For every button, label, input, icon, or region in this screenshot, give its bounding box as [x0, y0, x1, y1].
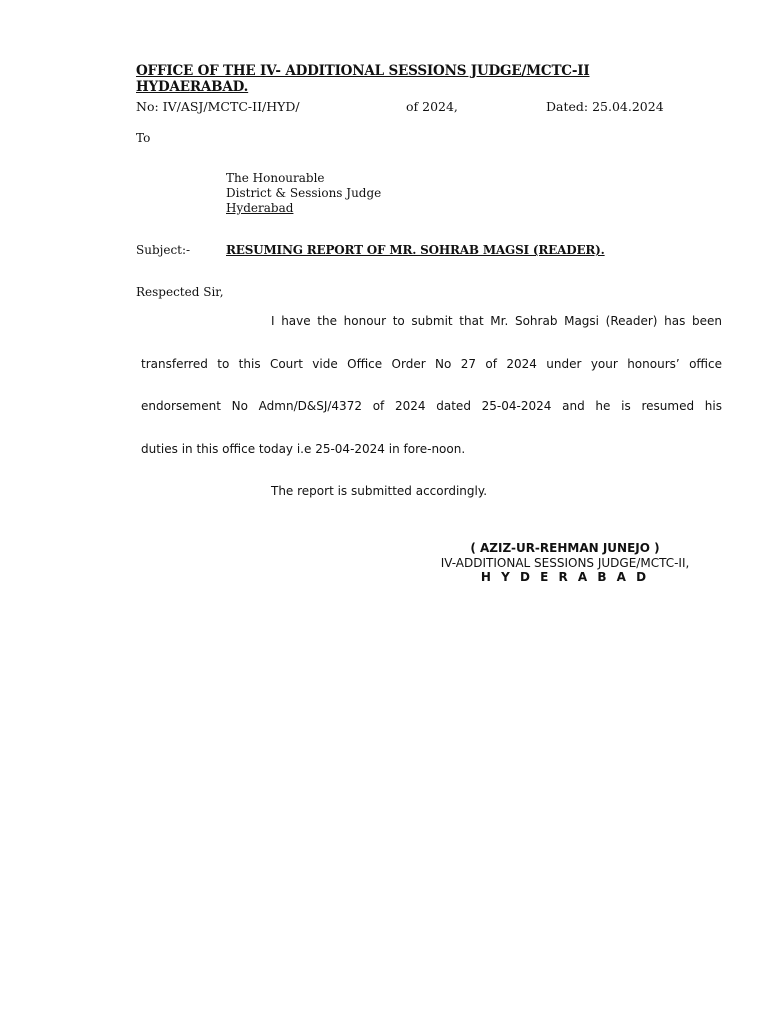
body-line-4: duties in this office today i.e 25-04-2024 in fore-noon. — [141, 442, 466, 456]
office-heading-line1: OFFICE OF THE IV- ADDITIONAL SESSIONS JUDGE/MCTC-II — [136, 63, 590, 79]
letter-date: Dated: 25.04.2024 — [546, 99, 664, 114]
signatory-name: ( AZIZ-UR-REHMAN JUNEJO ) — [470, 541, 660, 555]
addressee-line1: The Honourable — [226, 171, 325, 185]
office-heading-line2: HYDAERABAD. — [136, 79, 249, 95]
body-line-2: transferred to this Court vide Office Order No 27 of 2024 under your honours’ office — [141, 357, 722, 371]
reference-year: of 2024, — [406, 99, 458, 114]
addressee-block — [226, 171, 381, 216]
to-label: To — [136, 131, 151, 145]
reference-number: No: IV/ASJ/MCTC-II/HYD/ — [136, 99, 300, 114]
subject-label: Subject:- — [136, 243, 191, 257]
body-line-1: I have the honour to submit that Mr. Sohrab Magsi (Reader) has been — [271, 314, 722, 328]
salutation: Respected Sir, — [136, 285, 224, 299]
body-line-3: endorsement No Admn/D&SJ/4372 of 2024 dated 25-04-2024 and he is resumed his — [141, 399, 722, 413]
office-heading — [136, 63, 656, 95]
closing-line: The report is submitted accordingly. — [271, 484, 488, 498]
signatory-city: H Y D E R A B A D — [480, 570, 650, 584]
addressee-line2: District & Sessions Judge — [226, 186, 382, 200]
subject-text: RESUMING REPORT OF MR. SOHRAB MAGSI (READER). — [226, 243, 605, 257]
addressee-line3: Hyderabad — [226, 201, 294, 215]
signatory-title: IV-ADDITIONAL SESSIONS JUDGE/MCTC-II, — [440, 556, 690, 570]
